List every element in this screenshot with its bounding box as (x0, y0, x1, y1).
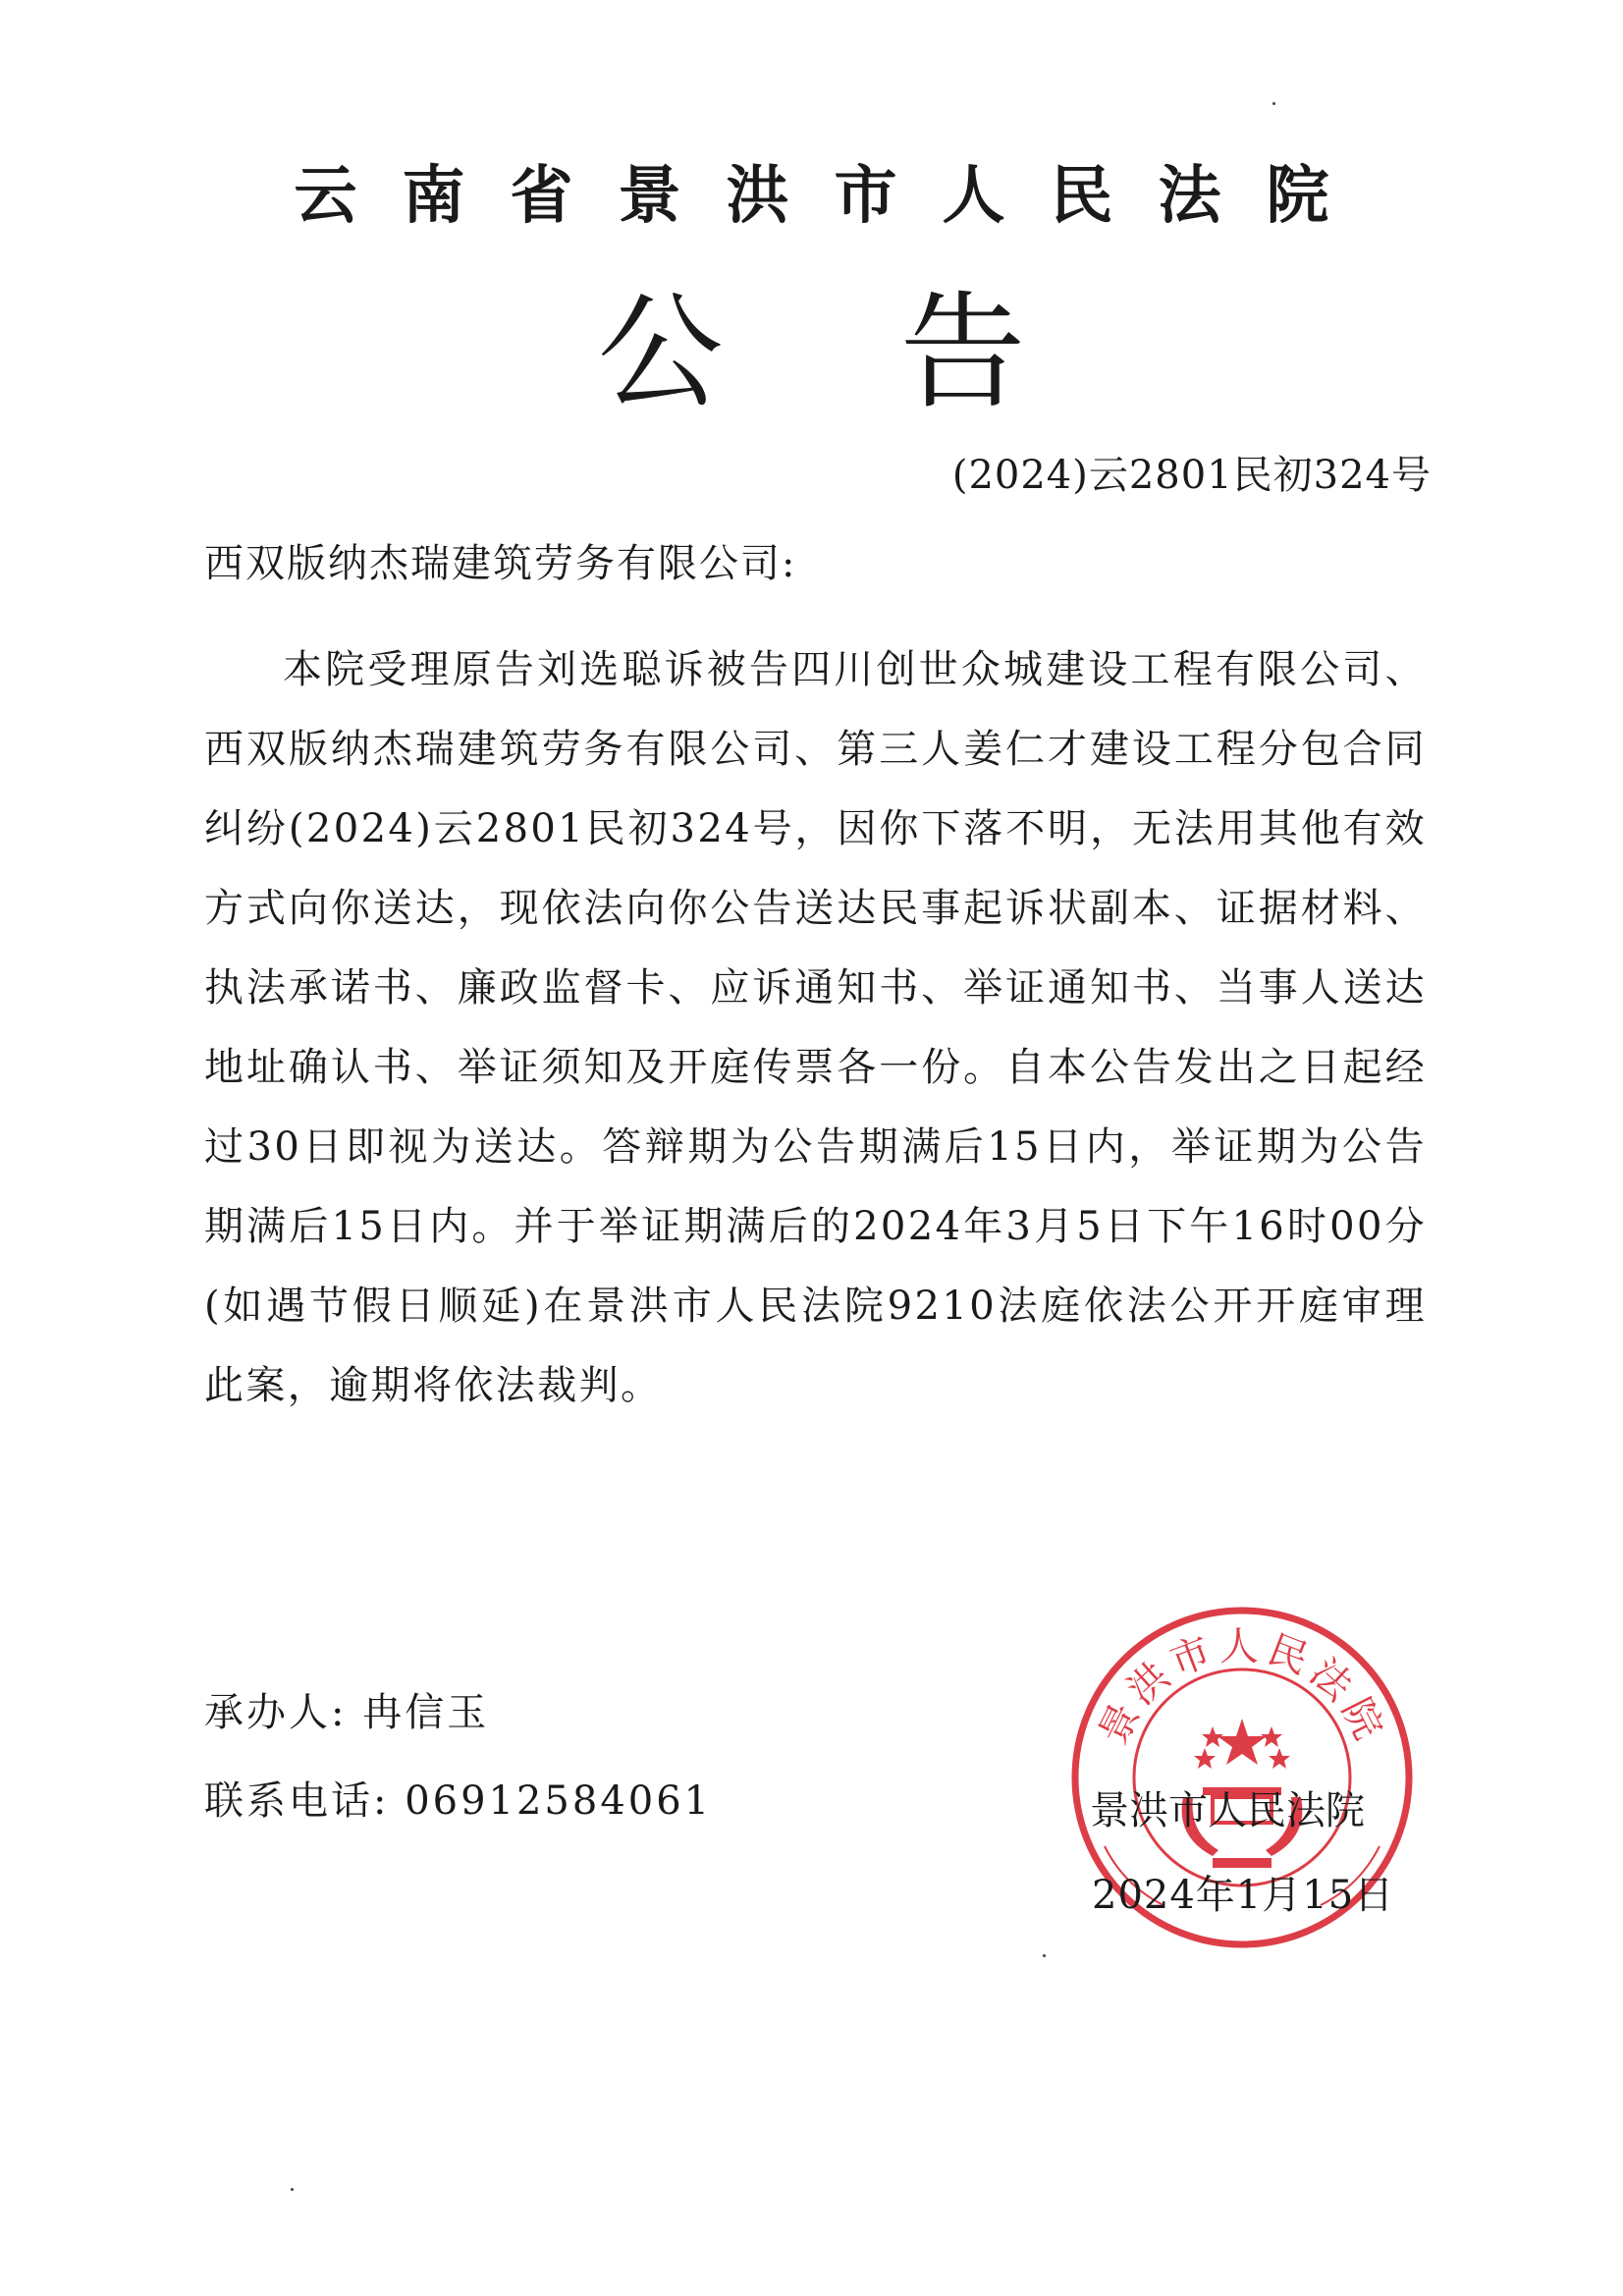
scan-speck (1272, 102, 1275, 105)
notice-body: 本院受理原告刘选聪诉被告四川创世众城建设工程有限公司、西双版纳杰瑞建筑劳务有限公司、第三人姜仁才建设工程分包合同纠纷(2024)云2801民初324号，因你下落不明，无法用其他有效方式向你送达，现依法向你公告送达民事起诉状副本、证据材料、执法承诺书、廉政监督卡、应诉通知书、举证通知书、当事人送达地址确认书、举证须知及开庭传票各一份。自本公告发出之日起经过30日即视为送达。答辩期为公告期满后15日内，举证期为公告期满后15日内。并于举证期满后的2024年3月5日下午16时00分(如遇节假日顺延)在景洪市人民法院9210法庭依法公开开庭审理此案，逾期将依法裁判。 (204, 647, 1427, 1408)
scan-speck (1043, 1954, 1046, 1957)
case-number: (2024)云2801民初324号 (951, 453, 1432, 498)
contact-phone: 联系电话: 06912584061 (204, 1778, 713, 1824)
case-handler: 承办人: 冉信玉 (204, 1690, 490, 1735)
seal-inner-ring (1134, 1669, 1350, 1886)
seal-arc-textpath: 景洪市人民法院 (1090, 1624, 1394, 1752)
addressee: 西双版纳杰瑞建筑劳务有限公司: (204, 541, 797, 586)
court-name-heading: 云南省景洪市人民法院 (294, 160, 1375, 233)
document-title: 公告 (597, 280, 1203, 426)
scan-speck (291, 2188, 294, 2191)
issuing-court: 景洪市人民法院 (1090, 1788, 1365, 1833)
issue-date: 2024年1月15日 (1092, 1873, 1395, 1918)
